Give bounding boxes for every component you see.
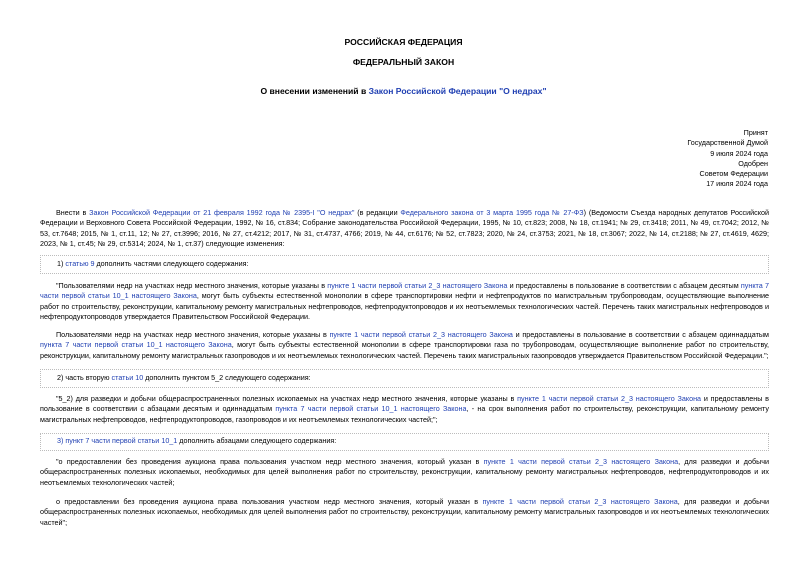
acceptance-line: Государственной Думой xyxy=(687,138,768,148)
clause-1-link[interactable]: пункте 1 части первой статьи 2_3 настоящего Закона xyxy=(482,497,678,506)
acceptance-line: Советом Федерации xyxy=(699,169,768,179)
clause-1-link[interactable]: пункте 1 части первой статьи 2_3 настоящего Закона xyxy=(517,394,702,403)
quote-2-paragraph: Пользователями недр на участках недр местного значения, которые указаны в пункте 1 части первой статьи 2_3 настоящего Закона и предоставлены в пользование в соответствии с абзацем одиннадцатым пункта 7 части первой статьи 10_1 настоящего Закона, могут быть субъекты естественной монополии в сфере транспортировки газа по трубопроводам, осуществляющие выполнение работ по строительству, реконструкции, капитальному ремонту магистральных газопроводов и их неотъемлемых технологических частей. Перечень таких магистральных газопроводов утверждается Правительством Российской Федерации."; xyxy=(40,330,769,360)
acceptance-line: 17 июля 2024 года xyxy=(706,179,768,189)
quote-4-paragraph: "о предоставлении без проведения аукциона права пользования участком недр местного значения, который указан в пункте 1 части первой статьи 2_3 настоящего Закона, для разведки и добычи общераспространенных полезных ископаемых, необходимых для целей выполнения работ по строительству, реконструкции, капитальному ремонту магистральных нефтепроводов, нефтепродуктопроводов и их неотъемлемых технологических частей; xyxy=(40,457,770,487)
clause-7-article-10-1-link[interactable]: 3) пункт 7 части первой статьи 10_1 xyxy=(57,436,178,445)
article-9-link[interactable]: статью 9 xyxy=(65,259,95,268)
quote-3-paragraph: "5_2) для разведки и добычи общераспространенных полезных ископаемых на участках недр местного значения, которые указаны в пункте 1 части первой статьи 2_3 настоящего Закона и предоставлены в пользование в соответствии с абзацами десятым и одиннадцатым пункта 7 части первой статьи 10_1 настоящего Закона, - на срок выполнения работ по строительству, реконструкции, капитальному ремонту магистральных нефтепроводов, нефтепродуктопроводов, газопроводов и их неотъемлемых технологических частей;"; xyxy=(40,394,769,424)
item-3: 3) пункт 7 части первой статьи 10_1 дополнить абзацами следующего содержания: xyxy=(57,436,337,445)
law-title: О внесении изменений в Закон Российской Федерации "О недрах" xyxy=(260,86,547,96)
acceptance-line: 9 июля 2024 года xyxy=(710,148,768,158)
clause-7-link[interactable]: пункта 7 части первой статьи 10_1 настоящего Закона xyxy=(40,340,232,350)
law-type-heading: ФЕДЕРАЛЬНЫЙ ЗАКОН xyxy=(352,57,455,67)
clause-1-link[interactable]: пункте 1 части первой статьи 2_3 настоящего Закона xyxy=(483,457,679,466)
law-title-link[interactable]: Закон Российской Федерации "О недрах" xyxy=(368,86,547,96)
clause-7-link[interactable]: пункта 7 части первой статьи 10_1 настоящего Закона xyxy=(40,281,770,301)
quote-1-paragraph: "Пользователями недр на участках недр местного значения, которые указаны в пункте 1 части первой статьи 2_3 настоящего Закона и предоставлены в пользование в соответствии с абзацем десятым пункта 7 части первой статьи 10_1 настоящего Закона, могут быть субъекты естественной монополии в сфере транспортировки нефти и нефтепродуктов по магистральным трубопроводам, осуществляющие выполнение работ по строительству, реконструкции, капитальному ремонту магистральных нефтепроводов, нефтепродуктопроводов и их неотъемлемых технологических частей. Перечень таких магистральных нефтепроводов и нефтепродуктопроводов утверждается Правительством Российской Федерации. xyxy=(40,281,770,321)
federal-law-link[interactable]: Федерального закона от 3 марта 1995 года № 27-ФЗ xyxy=(400,208,584,217)
country-heading: РОССИЙСКАЯ ФЕДЕРАЦИЯ xyxy=(344,37,463,47)
clause-7-link[interactable]: пункта 7 части первой статьи 10_1 настоящего Закона xyxy=(275,404,467,414)
clause-1-link[interactable]: пункте 1 части первой статьи 2_3 настоящего Закона xyxy=(329,330,513,339)
item-1: 1) статью 9 дополнить частями следующего содержания: xyxy=(57,259,249,268)
article-10-link[interactable]: статьи 10 xyxy=(111,373,144,382)
acceptance-line: Одобрен xyxy=(738,158,768,168)
clause-1-link[interactable]: пункте 1 части первой статьи 2_3 настоящего Закона xyxy=(327,281,508,290)
law-link[interactable]: Закон Российской Федерации от 21 февраля 1992 года № 2395-I "О недрах" xyxy=(89,208,355,217)
acceptance-line: Принят xyxy=(743,128,768,137)
intro-paragraph: Внести в Закон Российской Федерации от 21 февраля 1992 года № 2395-I "О недрах" (в редакции Федерального закона от 3 марта 1995 года № 27-ФЗ) (Ведомости Съезда народных депутатов Российской Федерации и Верховного Совета Российской Федерации, 1992, № 16, ст.834; Собрание законодательства Российской Федерации, 1995, № 10, ст.823; 2008, № 18, ст.1941; № 29, ст.3418; 2011, № 49, ст.7042; 2012, № 53, ст.7648; 2015, № 1, ст.11, 12; № 27, ст.3996; 2016, № 27, ст.4212; 2017, № 31, ст.4737, 4766; 2019, № 44, ст.6176; № 52, ст.7823; 2020, № 24, ст.3753; 2021, № 18, ст.3067; 2022, № 14, ст.2188; № 27, ст.4619, 4629; 2023, № 1, ст.45; № 29, ст.5314; 2024, № 1, ст.37) следующие изменения: xyxy=(40,208,769,248)
acceptance-block xyxy=(687,128,768,190)
item-2: 2) часть вторую статьи 10 дополнить пунктом 5_2 следующего содержания: xyxy=(57,373,311,382)
quote-5-paragraph: о предоставлении без проведения аукциона права пользования участком недр местного значения, который указан в пункте 1 части первой статьи 2_3 настоящего Закона, для разведки и добычи общераспространенных полезных ископаемых, необходимых для целей выполнения работ по строительству, реконструкции, капитальному ремонту магистральных газопроводов и их неотъемлемых технологических частей"; xyxy=(40,497,770,527)
